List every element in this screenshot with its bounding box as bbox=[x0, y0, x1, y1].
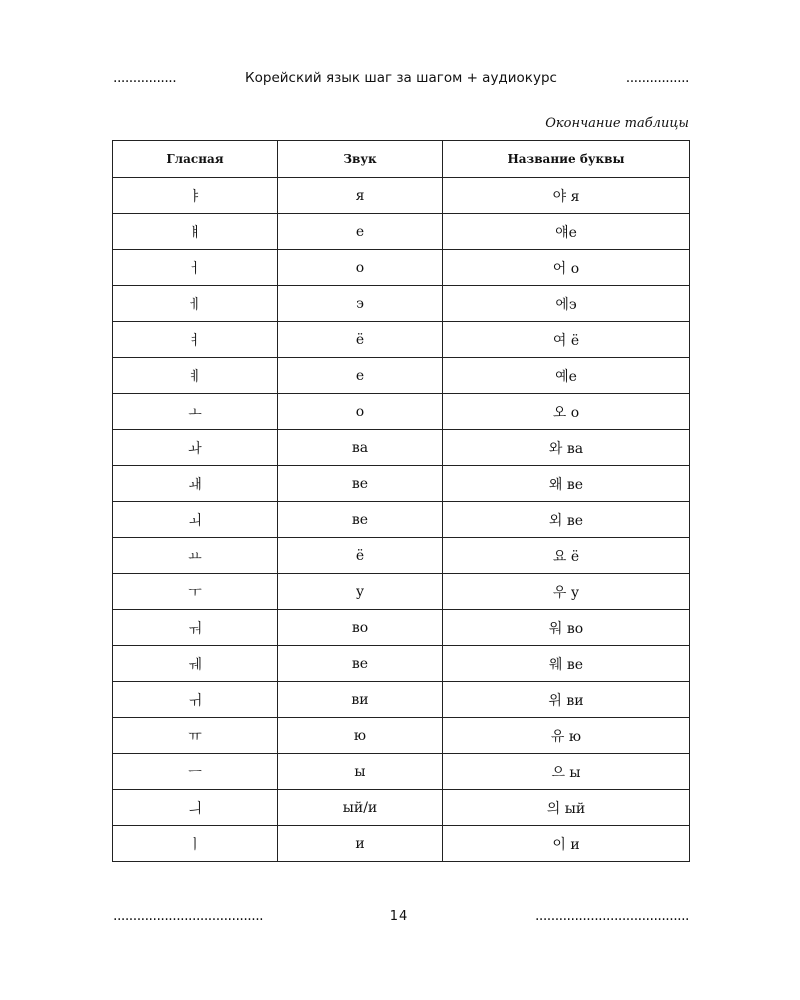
sound-cell: во bbox=[278, 610, 443, 646]
letter-name-cell: 야 я bbox=[443, 178, 690, 214]
sound-cell: е bbox=[278, 358, 443, 394]
vowel-cell: ㅕ bbox=[113, 322, 278, 358]
letter-name-cell: 웨 ве bbox=[443, 646, 690, 682]
vowel-table bbox=[112, 140, 690, 862]
header-dots-left: ................ bbox=[113, 70, 177, 86]
letter-name-cell: 얘е bbox=[443, 214, 690, 250]
book-title: Корейский язык шаг за шагом + аудиокурс bbox=[245, 70, 557, 86]
sound-cell: ве bbox=[278, 646, 443, 682]
vowel-cell: ㅗ bbox=[113, 394, 278, 430]
column-header-sound: Звук bbox=[278, 141, 443, 178]
table-row bbox=[113, 826, 690, 862]
vowel-cell: ㅞ bbox=[113, 646, 278, 682]
letter-name-cell: 예е bbox=[443, 358, 690, 394]
table-row bbox=[113, 394, 690, 430]
sound-cell: ё bbox=[278, 322, 443, 358]
letter-name-cell: 의 ый bbox=[443, 790, 690, 826]
vowel-cell: ㅒ bbox=[113, 214, 278, 250]
sound-cell: у bbox=[278, 574, 443, 610]
vowel-cell: ㅔ bbox=[113, 286, 278, 322]
letter-name-cell: 와 ва bbox=[443, 430, 690, 466]
vowel-cell: ㅡ bbox=[113, 754, 278, 790]
vowel-cell: ㅜ bbox=[113, 574, 278, 610]
vowel-cell: ㅝ bbox=[113, 610, 278, 646]
page-number: 14 bbox=[389, 908, 409, 924]
sound-cell: ви bbox=[278, 682, 443, 718]
letter-name-cell: 요 ё bbox=[443, 538, 690, 574]
table-row bbox=[113, 430, 690, 466]
letter-name-cell: 에э bbox=[443, 286, 690, 322]
vowel-cell: ㅘ bbox=[113, 430, 278, 466]
table-row bbox=[113, 178, 690, 214]
table-row bbox=[113, 754, 690, 790]
table-row bbox=[113, 538, 690, 574]
vowel-cell: ㅣ bbox=[113, 826, 278, 862]
sound-cell: ве bbox=[278, 466, 443, 502]
letter-name-cell: 으 ы bbox=[443, 754, 690, 790]
vowel-cell: ㅠ bbox=[113, 718, 278, 754]
letter-name-cell: 여 ё bbox=[443, 322, 690, 358]
sound-cell: о bbox=[278, 250, 443, 286]
table-row bbox=[113, 790, 690, 826]
letter-name-cell: 우 у bbox=[443, 574, 690, 610]
sound-cell: ы bbox=[278, 754, 443, 790]
sound-cell: ый/и bbox=[278, 790, 443, 826]
vowel-cell: ㅖ bbox=[113, 358, 278, 394]
table-row bbox=[113, 286, 690, 322]
table-row bbox=[113, 214, 690, 250]
letter-name-cell: 이 и bbox=[443, 826, 690, 862]
letter-name-cell: 유 ю bbox=[443, 718, 690, 754]
letter-name-cell: 워 во bbox=[443, 610, 690, 646]
header-dots-right: ................ bbox=[625, 70, 689, 86]
sound-cell: ва bbox=[278, 430, 443, 466]
vowel-cell: ㅙ bbox=[113, 466, 278, 502]
letter-name-cell: 외 ве bbox=[443, 502, 690, 538]
table-caption: Окончание таблицы bbox=[545, 116, 689, 131]
sound-cell: ё bbox=[278, 538, 443, 574]
table-row bbox=[113, 610, 690, 646]
running-header bbox=[113, 66, 689, 90]
vowel-cell: ㅚ bbox=[113, 502, 278, 538]
column-header-vowel: Гласная bbox=[113, 141, 278, 178]
vowel-cell: ㅟ bbox=[113, 682, 278, 718]
vowel-cell: ㅢ bbox=[113, 790, 278, 826]
running-footer bbox=[113, 906, 689, 926]
table-row bbox=[113, 646, 690, 682]
sound-cell: ю bbox=[278, 718, 443, 754]
letter-name-cell: 어 о bbox=[443, 250, 690, 286]
table-header-row bbox=[113, 141, 690, 178]
table-row bbox=[113, 718, 690, 754]
sound-cell: о bbox=[278, 394, 443, 430]
sound-cell: э bbox=[278, 286, 443, 322]
sound-cell: я bbox=[278, 178, 443, 214]
table-row bbox=[113, 502, 690, 538]
table-row bbox=[113, 466, 690, 502]
table-row bbox=[113, 250, 690, 286]
vowel-cell: ㅛ bbox=[113, 538, 278, 574]
letter-name-cell: 오 о bbox=[443, 394, 690, 430]
letter-name-cell: 왜 ве bbox=[443, 466, 690, 502]
vowel-cell: ㅑ bbox=[113, 178, 278, 214]
table-row bbox=[113, 574, 690, 610]
sound-cell: и bbox=[278, 826, 443, 862]
footer-dots-left: ...................................... bbox=[113, 908, 264, 924]
column-header-letter-name: Название буквы bbox=[443, 141, 690, 178]
letter-name-cell: 위 ви bbox=[443, 682, 690, 718]
footer-dots-right: ....................................... bbox=[534, 908, 689, 924]
sound-cell: ве bbox=[278, 502, 443, 538]
sound-cell: е bbox=[278, 214, 443, 250]
table-row bbox=[113, 682, 690, 718]
table-row bbox=[113, 322, 690, 358]
vowel-cell: ㅓ bbox=[113, 250, 278, 286]
table-row bbox=[113, 358, 690, 394]
